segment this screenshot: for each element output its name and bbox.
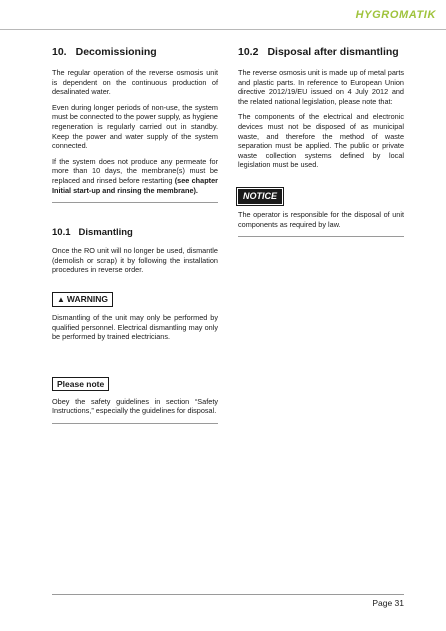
notice-text: The operator is responsible for the disposal of unit components as required by law. xyxy=(238,209,404,229)
paragraph: The reverse osmosis unit is made up of metal parts and plastic parts. In reference to European Union directive 2012/19/EU issued on 4 July 2012 and the related national legislation, please note that: xyxy=(238,68,404,106)
paragraph: Even during longer periods of non-use, the system must be connected to the power supply, as hygiene regeneration is regularly carried out in standby. Keep the power and water supply of the system connected. xyxy=(52,102,218,151)
section-number: 10. xyxy=(52,46,67,58)
notice-divider xyxy=(238,236,404,237)
page-number: Page 31 xyxy=(372,598,404,608)
warning-triangle-icon: ▲ xyxy=(57,294,65,304)
note-divider xyxy=(52,423,218,424)
section-heading xyxy=(52,46,218,59)
warning-label xyxy=(52,292,113,307)
section-number: 10.2 xyxy=(238,46,259,58)
section-title: Decomissioning xyxy=(75,46,157,58)
subsection-title: Dismantling xyxy=(78,227,133,239)
warning-text: Dismantling of the unit may only be performed by qualified personnel. Electrical dismantling may only be performed by trained electricians. xyxy=(52,312,218,342)
paragraph: Once the RO unit will no longer be used, dismantle (demolish or scrap) it by following the installation procedures in reverse order. xyxy=(52,246,218,275)
left-column xyxy=(52,46,218,424)
subsection-number: 10.1 xyxy=(52,227,71,239)
header-divider xyxy=(0,29,446,30)
note-text: Obey the safety guidelines in section “Safety Instructions,” especially the guidelines for disposal. xyxy=(52,396,218,416)
please-note-label: Please note xyxy=(52,377,109,391)
subsection-heading xyxy=(52,227,218,239)
section-heading xyxy=(238,46,404,59)
footer-divider xyxy=(52,594,404,595)
paragraph xyxy=(52,157,218,195)
paragraph: The regular operation of the reverse osmosis unit is dependent on the continuous production of desalinated water. xyxy=(52,68,218,97)
warning-text-label: WARNING xyxy=(66,293,109,304)
notice-label: NOTICE xyxy=(238,189,282,204)
right-column xyxy=(238,46,404,237)
section-title: Disposal after dismantling xyxy=(267,46,399,58)
brand-logo: HYGROMATIK xyxy=(355,9,436,21)
paragraph: The components of the electrical and electronic devices must not be disposed of as municipal waste, and therefore the method of waste separation must be applied. The public or private waste collection systems defined by local legislation must be used. xyxy=(238,112,404,170)
cross-reference: (see chapter Initial start-up and rinsing the membrane). xyxy=(52,175,218,195)
paragraph-text: If the system does not produce any permeate for more than 10 days, the membrane(s) must be replaced and rinsed before restarting xyxy=(52,156,218,185)
